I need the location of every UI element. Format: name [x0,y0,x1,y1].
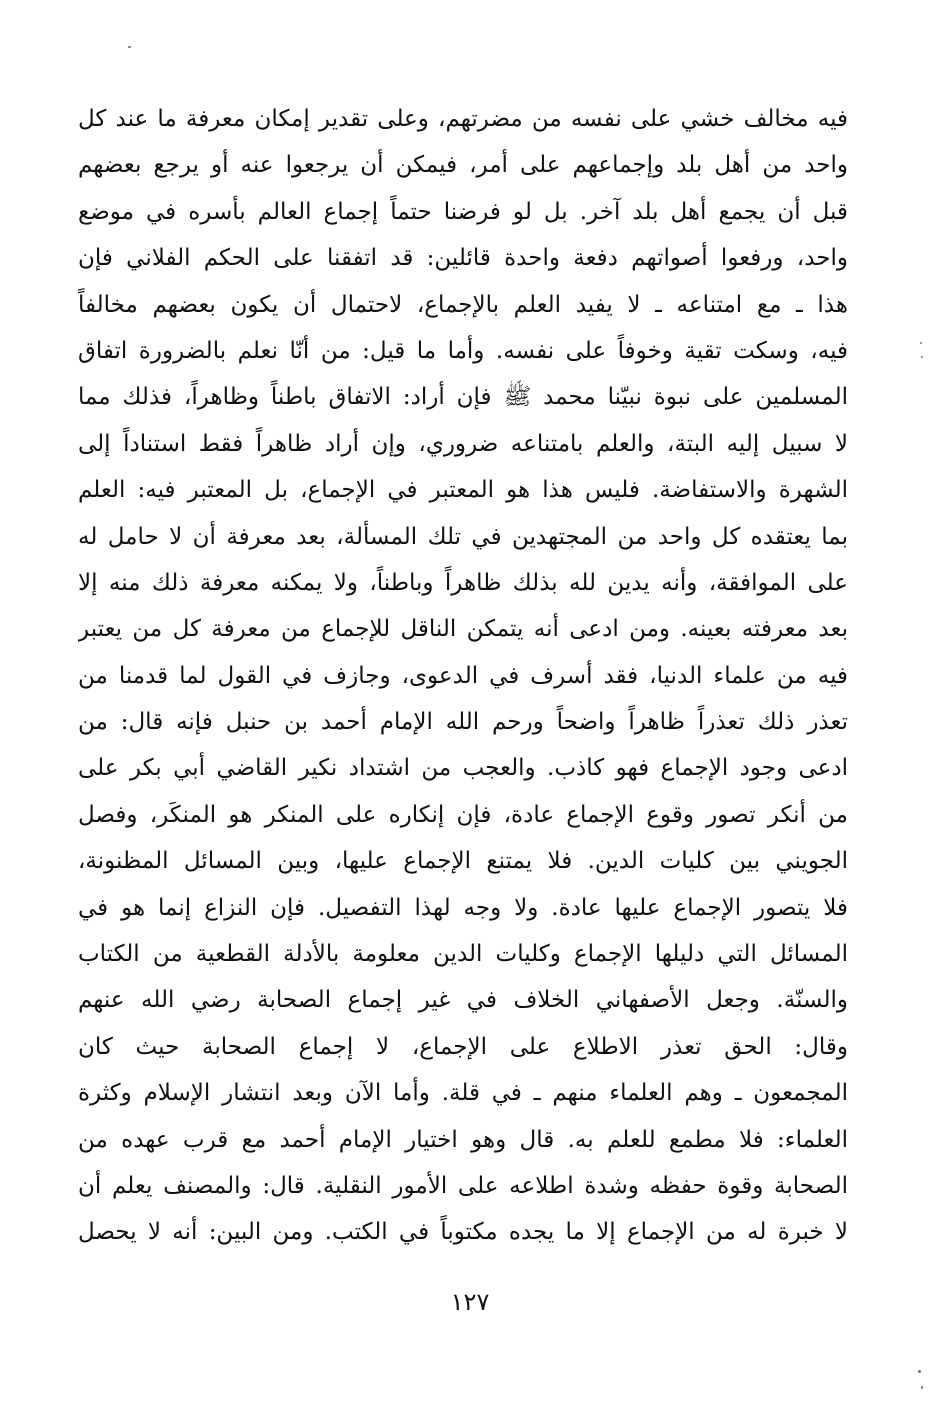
text-line: العلماء: فلا مطمع للعلم به. قال وهو اختيار الإمام أحمد مع قرب عهده من [78,1126,848,1153]
text-line: بعد معرفته بعينه. ومن ادعى أنه يتمكن الناقل للإجماع من معرفة كل من يعتبر [78,616,848,643]
text-line: المسائل التي دليلها الإجماع وكليات الدين معلومة بالأدلة القطعية من الكتاب [78,941,848,968]
text-line: بما يعتقده كل واحد من المجتهدين في تلك المسألة، بعد معرفة أن لا حامل له [78,523,848,550]
text-line: واحد، ورفعوا أصواتهم دفعة واحدة قائلين: قد اتفقنا على الحكم الفلاني فإن [78,245,848,272]
scan-speck [918,1370,921,1373]
body-text [78,96,848,1256]
text-line: قبل أن يجمع أهل بلد آخر. بل لو فرضنا حتماً إجماع العالم بأسره في موضع [78,198,848,225]
text-line: من أنكر تصور وقوع الإجماع عادة، فإن إنكاره على المنكر هو المنكَر، وفصل [78,801,848,828]
text-line: المجمعون ـ وهم العلماء منهم ـ في قلة. وأما الآن وبعد انتشار الإسلام وكثرة [78,1080,848,1107]
page-number: ١٢٧ [450,1288,490,1316]
text-line: ادعى وجود الإجماع فهو كاذب. والعجب من اشتداد نكير القاضي أبي بكر على [78,755,848,782]
text-line: فيه، وسكت تقية وخوفاً على نفسه. وأما ما قيل: من أنّا نعلم بالضرورة اتفاق [78,337,848,364]
text-line: الصحابة وقوة حفظه وشدة اطلاعه على الأمور النقلية. قال: والمصنف يعلم أن [78,1172,848,1199]
text-line: لا خبرة له من الإجماع إلا ما يجده مكتوباً في الكتب. ومن البين: أنه لا يحصل [78,1219,848,1246]
text-line: على الموافقة، وأنه يدين لله بذلك ظاهراً وباطناً، ولا يمكنه معرفة ذلك منه إلا [78,569,848,596]
text-line: الجويني بين كليات الدين. فلا يمتنع الإجماع عليها، وبين المسائل المظنونة، [78,848,848,875]
scan-speck [921,1386,923,1389]
text-line: فلا يتصور الإجماع عليها عادة. ولا وجه لهذا التفصيل. فإن النزاع إنما هو في [78,894,848,921]
text-line: فيه من علماء الدنيا، فقد أسرف في الدعوى، وجازف في القول لما قدمنا من [78,662,848,689]
text-line: لا سبيل إليه البتة، والعلم بامتناعه ضروري، وإن أراد ظاهراً فقط استناداً إلى [78,430,848,457]
text-line: هذا ـ مع امتناعه ـ لا يفيد العلم بالإجماع، لاحتمال أن يكون بعضهم مخالفاً [78,291,848,318]
scan-speck [920,342,922,344]
scan-speck [128,46,131,48]
text-line: والسنّة. وجعل الأصفهاني الخلاف في غير إجماع الصحابة رضي الله عنهم [78,987,848,1014]
text-line: الشهرة والاستفاضة. فليس هذا هو المعتبر في الإجماع، بل المعتبر فيه: العلم [78,477,848,504]
text-line: تعذر ذلك تعذراً ظاهراً واضحاً ورحم الله الإمام أحمد بن حنبل فإنه قال: من [78,709,848,736]
text-line: المسلمين على نبوة نبيّنا محمد ﷺ فإن أراد: الاتفاق باطناً وظاهراً، فذلك مما [78,384,848,411]
scan-speck [921,356,923,358]
text-line: واحد من أهل بلد وإجماعهم على أمر، فيمكن أن يرجعوا عنه أو يرجع بعضهم [78,152,848,179]
text-line: فيه مخالف خشي على نفسه من مضرتهم، وعلى تقدير إمكان معرفة ما عند كل [78,106,848,132]
text-line: وقال: الحق تعذر الاطلاع على الإجماع، لا إجماع الصحابة حيث كان [78,1033,848,1060]
